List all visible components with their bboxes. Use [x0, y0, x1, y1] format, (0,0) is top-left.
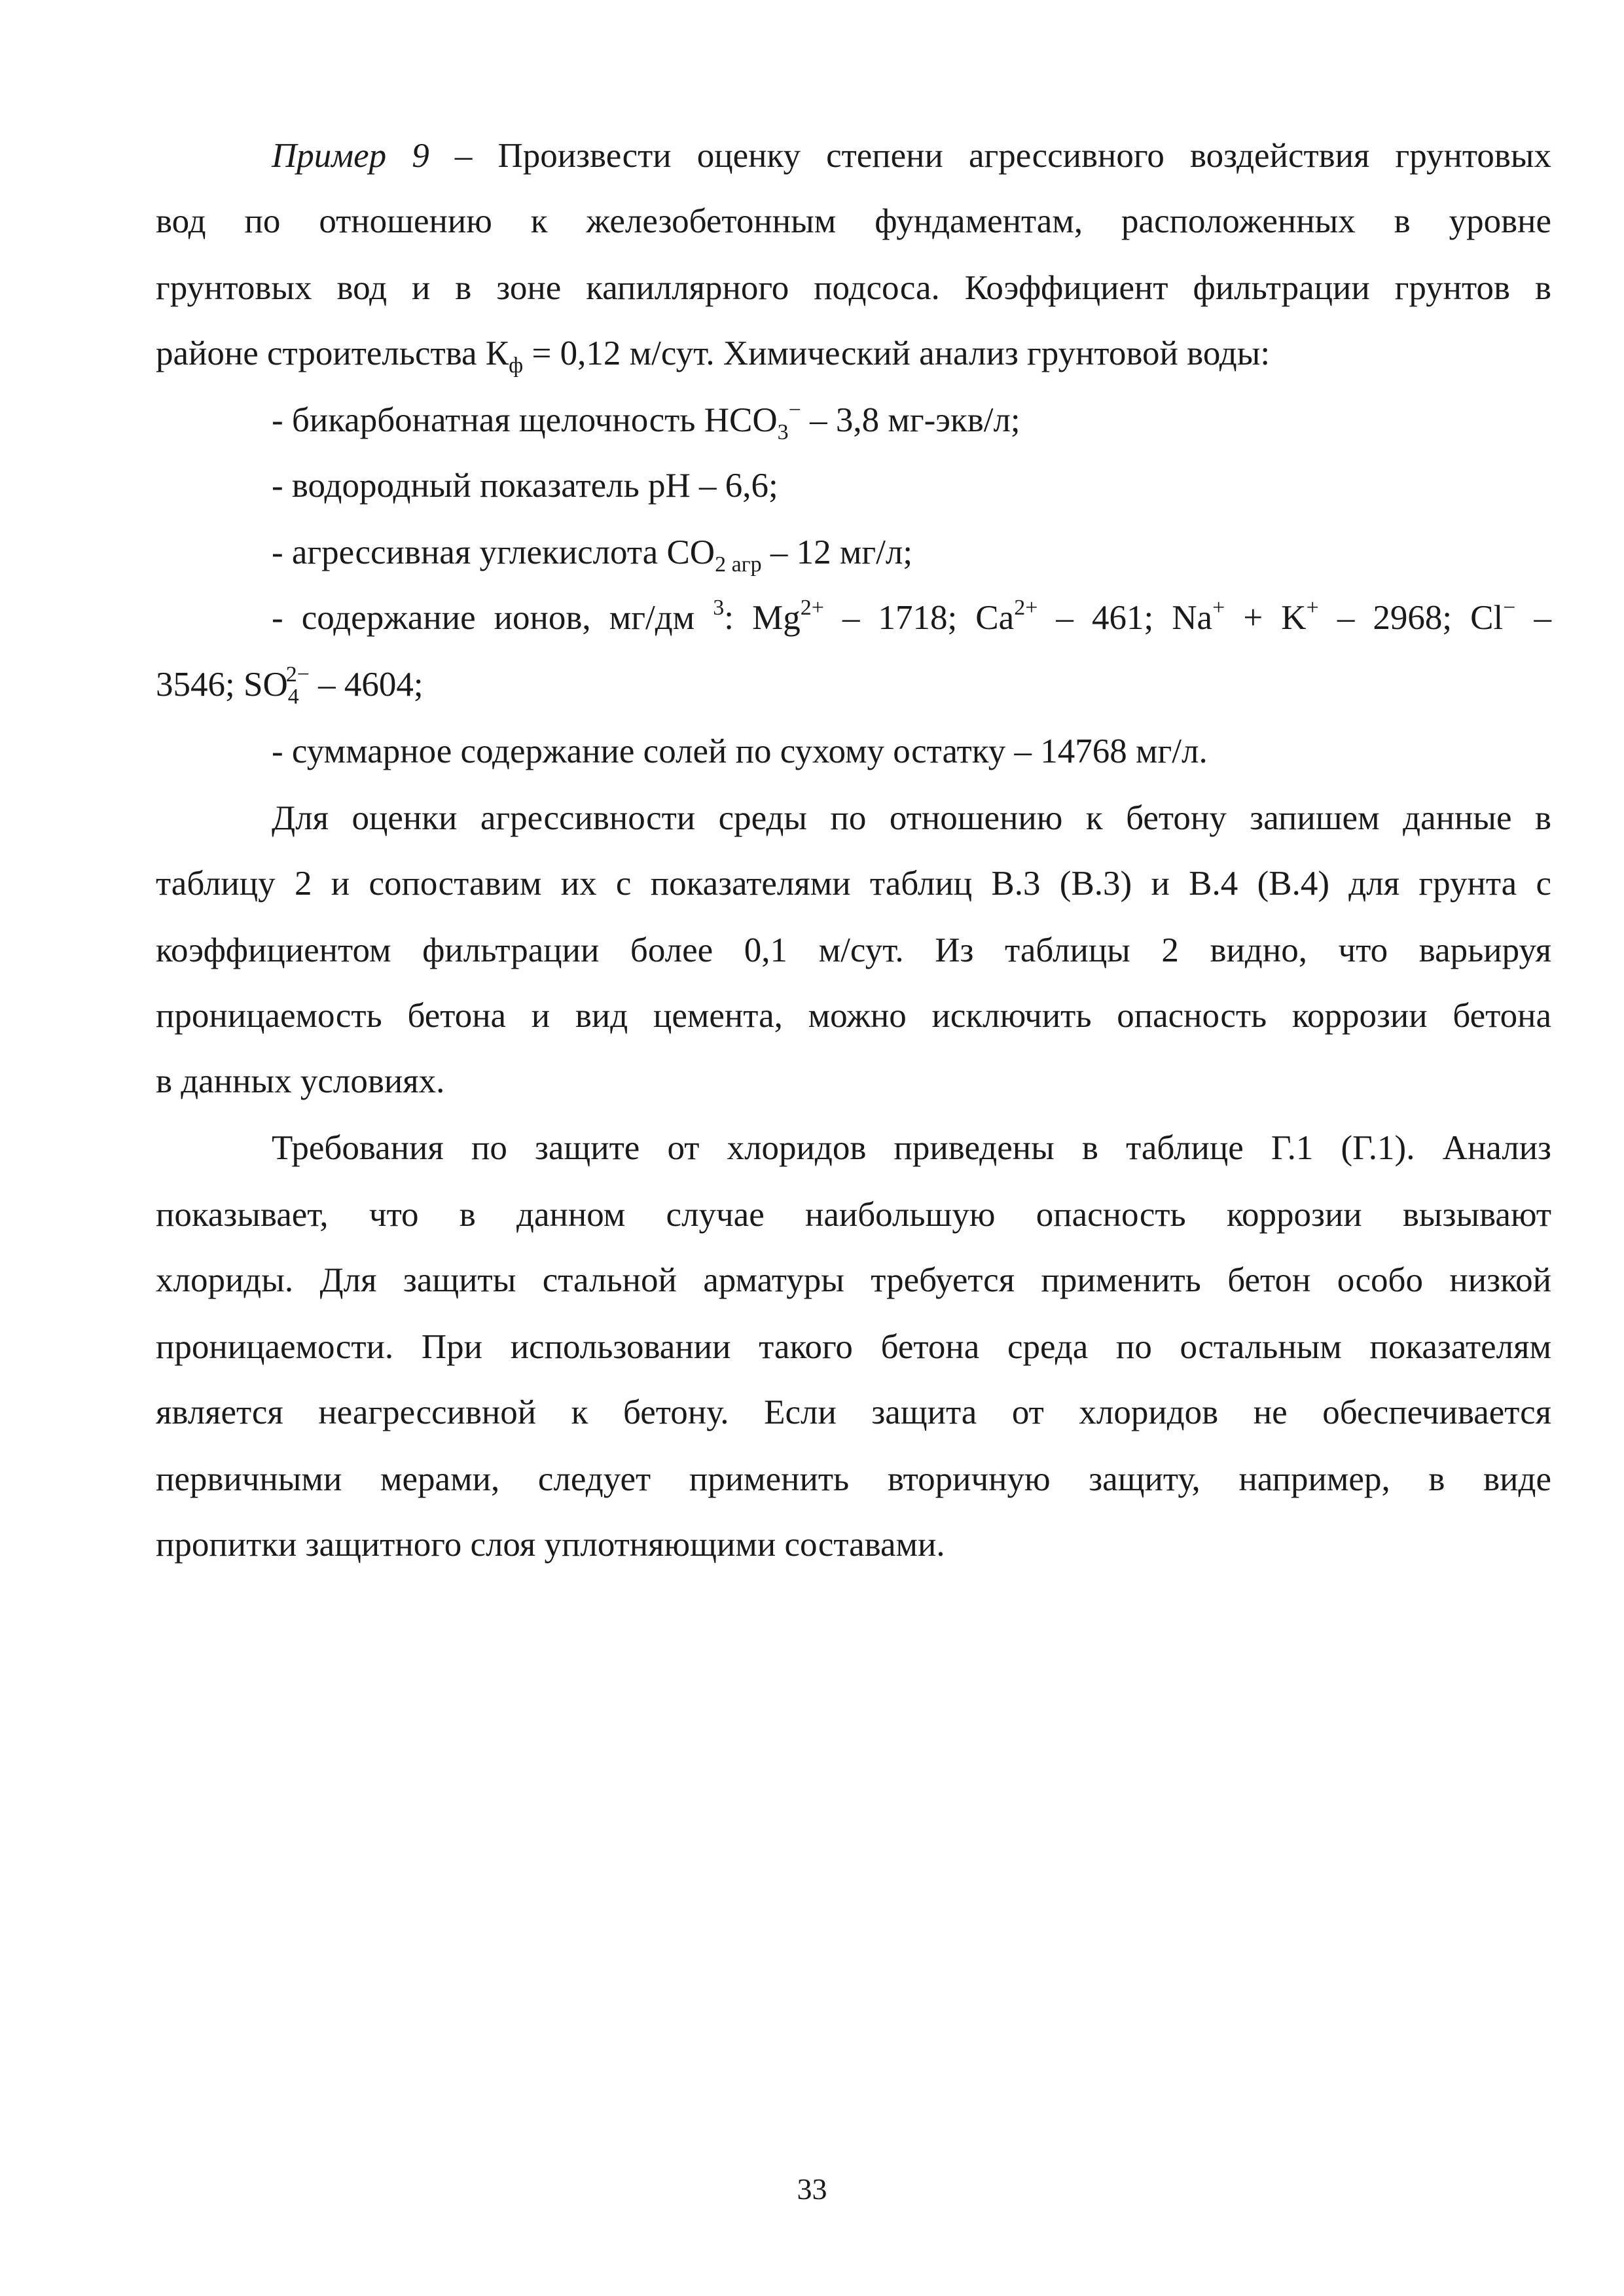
para2-line-5: в данных условиях. [156, 1062, 445, 1100]
para3-line-1: Требования по защите от хлоридов приведены в таблице Г.1 (Г.1). Анализ [272, 1129, 1551, 1167]
para2-line-3: коэффициентом фильтрации более 0,1 м/сут. Из таблицы 2 видно, что варьируя [156, 931, 1551, 969]
example-line-1: Пример 9 – Произвести оценку степени агрессивного воздействия грунтовых [272, 137, 1551, 175]
para2-line-1: Для оценки агрессивности среды по отношению к бетону запишем данные в [272, 799, 1551, 837]
para2-line-4: проницаемость бетона и вид цемента, можно исключить опасность коррозии бетона [156, 997, 1551, 1035]
para3-line-6: первичными мерами, следует применить вторичную защиту, например, в виде [156, 1460, 1551, 1498]
para3-line-5: является неагрессивной к бетону. Если защита от хлоридов не обеспечивается [156, 1393, 1551, 1431]
para2-line-2: таблицу 2 и сопоставим их с показателями таблиц В.3 (В.3) и В.4 (В.4) для грунта с [156, 865, 1551, 903]
example-line-3: грунтовых вод и в зоне капиллярного подсоса. Коэффициент фильтрации грунтов в [156, 269, 1551, 307]
analysis-item-bicarbonate: - бикарбонатная щелочность $HCO_3^- - 3,8$ мг-экв/л; [272, 398, 1020, 444]
example-label: Пример 9 [272, 137, 429, 175]
para3-line-4: проницаемости. При использовании такого бетона среда по остальным показателям [156, 1328, 1551, 1366]
analysis-item-ph: - водородный показатель pH – 6,6; [272, 467, 778, 505]
analysis-item-ions: - содержание ионов, мг/дм $^3$: $Mg^{2+} - 1718$; $Ca^{2+} - 461$; Na+ + K+ – 2968; Cl− – [272, 596, 1551, 637]
analysis-item-ions-cont: 3546; $SO_4^{2-} - 4604$; [156, 662, 424, 709]
example-line-4: районе строительства $К_ф = 0,12$ м/сут. Химический анализ грунтовой воды: [156, 334, 1271, 378]
analysis-item-salts: - суммарное содержание солей по сухому остатку – 14768 мг/л. [272, 732, 1208, 770]
para3-line-2: показывает, что в данном случае наибольшую опасность коррозии вызывают [156, 1196, 1551, 1234]
page-number: 33 [797, 2172, 827, 2206]
para3-line-7: пропитки защитного слоя уплотняющими составами. [156, 1526, 945, 1564]
analysis-item-co2: - агрессивная углекислота $CO_{2 агр} - 12$ мг/л; [272, 533, 913, 577]
para3-line-3: хлориды. Для защиты стальной арматуры требуется применить бетон особо низкой [156, 1261, 1551, 1299]
example-line-2: вод по отношению к железобетонным фундаментам, расположенных в уровне [156, 202, 1551, 240]
